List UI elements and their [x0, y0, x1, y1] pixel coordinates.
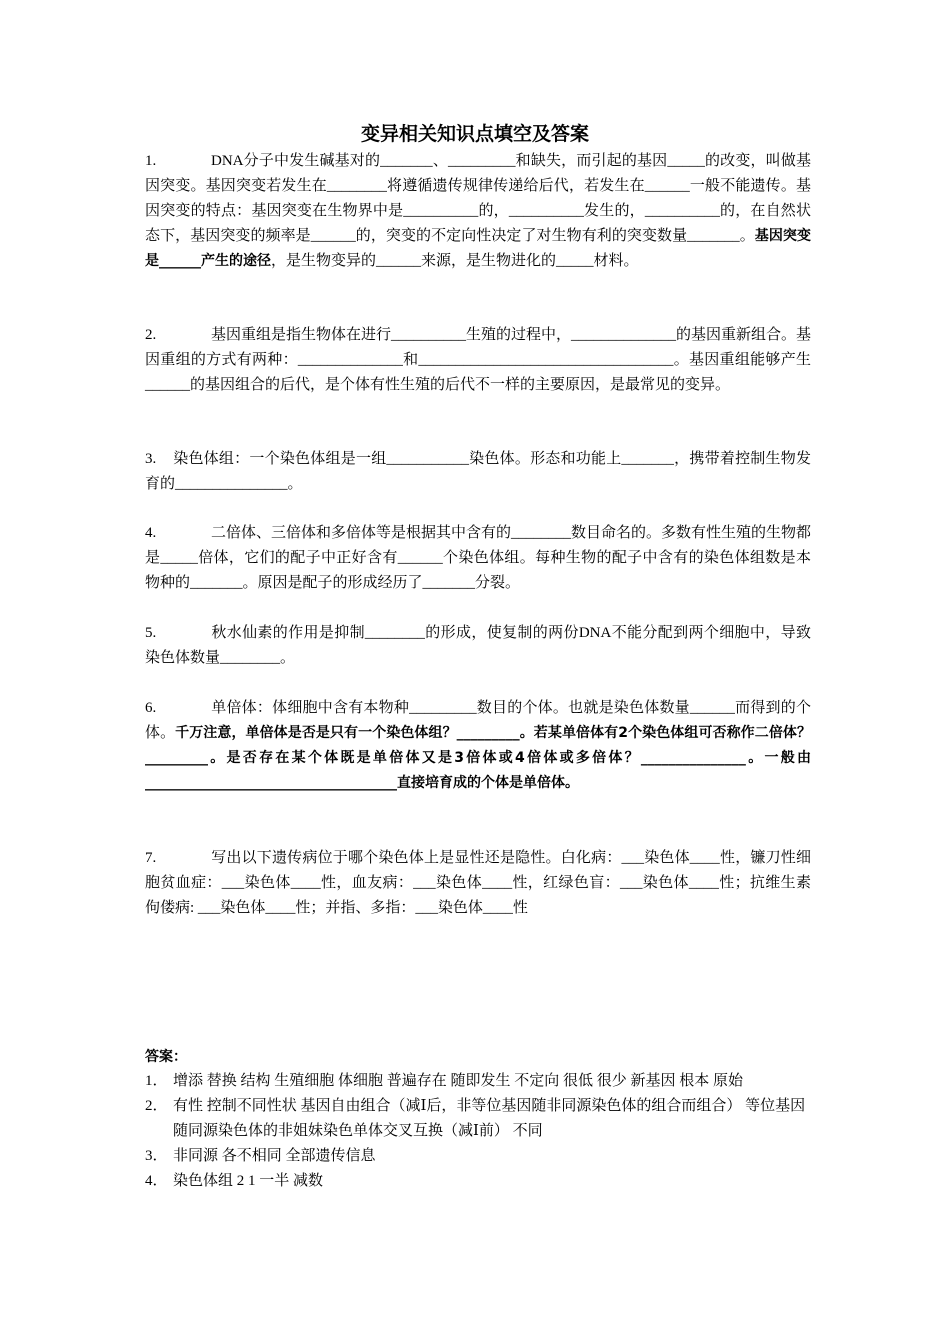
answers-heading: 答案： [145, 1049, 187, 1065]
question-text: 基因重组是指生物体在进行__________生殖的过程中，______________的基因重新组合。基因重组的方式有两种：______________和__________________________________。基因重组能够产生______的基因组合的后代，是个体有性生殖的后代不一样的主要原因，是最常见的变异。 [145, 327, 812, 393]
question-number: 2. [145, 327, 157, 343]
answer-number: 1． [145, 1073, 168, 1089]
answer-number: 2． [145, 1098, 168, 1114]
answer-text: 非同源 各不相同 全部遗传信息 [173, 1148, 376, 1164]
question-number: 3. [145, 451, 157, 467]
question-number: 1. [145, 153, 157, 169]
question-2 [145, 323, 811, 398]
answer-item [145, 1169, 811, 1194]
answer-text: 增添 替换 结构 生殖细胞 体细胞 普遍存在 随即发生 不定向 很低 很少 新基因 根本 原始 [173, 1073, 744, 1089]
question-text: 单倍体：体细胞中含有本物种_________数目的个体。也就是染色体数量______而得到的个体。 [145, 700, 811, 741]
answers-list [145, 1069, 811, 1194]
question-number: 7. [145, 850, 157, 866]
question-1 [145, 149, 811, 274]
answer-number: 4． [145, 1173, 168, 1189]
question-4 [145, 521, 811, 596]
question-text: DNA分子中发生碱基对的_______、_________和缺失，而引起的基因_____的改变，叫做基因突变。基因突变若发生在________将遵循遗传规律传递给后代，若发生在______一般不能遗传。基因突变的特点：基因突变在生物界中是__________的，__________发生的，__________的，在自然状态下，基因突变的频率是______的，突变的不定向性决定了对生物有利的突变数量_______。 [145, 153, 811, 244]
answer-text: 有性 控制不同性状 基因自由组合（减Ⅰ后，非等位基因随非同源染色体的组合而组合） 等位基因随同源染色体的非姐妹染色单体交叉互换（减Ⅰ前） 不同 [173, 1098, 806, 1139]
page-title: 变异相关知识点填空及答案 [360, 123, 589, 145]
question-3 [145, 447, 811, 497]
answer-item [145, 1069, 811, 1094]
answer-number: 3． [145, 1148, 168, 1164]
question-7 [145, 846, 811, 921]
question-number: 4. [145, 525, 157, 541]
question-6 [145, 696, 811, 796]
question-number: 5. [145, 625, 157, 641]
question-text: 写出以下遗传病位于哪个染色体上是显性还是隐性。白化病：___染色体____性，镰刀性细胞贫血症：___染色体____性，血友病：___染色体____性，红绿色盲：___染色体____性；抗维生素佝偻病: ___染色体____性；并指、多指：___染色体____性 [145, 850, 811, 916]
answer-text: 染色体组 2 1 一半 减数 [173, 1173, 324, 1189]
answer-item [145, 1144, 811, 1169]
question-text: 染色体组：一个染色体组是一组___________染色体。形态和功能上_______，携带着控制生物发育的_______________。 [145, 451, 811, 492]
question-text: 秋水仙素的作用是抑制________的形成，使复制的两份DNA不能分配到两个细胞中，导致染色体数量________。 [145, 625, 811, 666]
question-bold-text: 千万注意，单倍体是否是只有一个染色体组？_________。若某单倍体有2个染色体组可否称作二倍体？_________。是否存在某个体既是单倍体又是3倍体或4倍体或多倍体？_______________。一般由____________________________________直接培育成的个体是单倍体。 [145, 725, 811, 791]
question-number: 6. [145, 700, 157, 716]
question-text-tail: ，是生物变异的______来源，是生物进化的_____材料。 [271, 253, 639, 269]
question-5 [145, 621, 811, 671]
question-text: 二倍体、三倍体和多倍体等是根据其中含有的________数目命名的。多数有性生殖的生物都是_____倍体，它们的配子中正好含有______个染色体组。每种生物的配子中含有的染色体组数是本物种的_______。原因是配子的形成经历了_______分裂。 [145, 525, 812, 591]
question-bold-text: 基因突变是______产生的途径 [145, 228, 811, 269]
answer-item [145, 1094, 811, 1144]
